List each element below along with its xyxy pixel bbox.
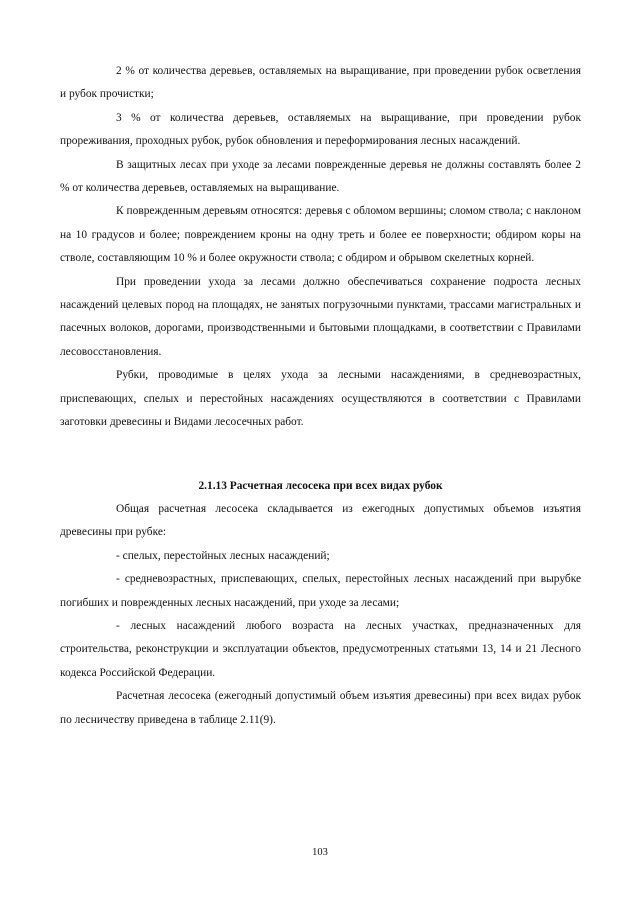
list-item-any-age-stands: - лесных насаждений любого возраста на лесных участках, предназначенных для строительства, реконструкции и эксплуатации объектов, предусмотренных статьями 13, 14 и 21 Лесного кодекса Российской Федерации. — [60, 619, 581, 679]
section-heading: 2.1.13 Расчетная лесосека при всех видах рубок — [198, 479, 443, 492]
paragraph-thinning-2-percent: 2 % от количества деревьев, оставляемых на выращивание, при проведении рубок осветления и рубок прочистки; — [60, 65, 581, 101]
page-number: 103 — [312, 847, 328, 858]
paragraph-thinning-3-percent: 3 % от количества деревьев, оставляемых на выращивание, при проведении рубок прореживания, проходных рубок, рубок обновления и переформирования лесных насаждений. — [60, 111, 581, 148]
body-text — [60, 60, 581, 732]
list-item-middle-aged-stands: - средневозрастных, приспевающих, спелых, перестойных лесных насаждений при вырубке погибших и поврежденных лесных насаждений, при уходе за лесами; — [60, 573, 581, 609]
paragraph-protective-forests: В защитных лесах при уходе за лесами поврежденные деревья не должны составлять более 2 % от количества деревьев, оставляемых на выращивание. — [60, 158, 581, 195]
paragraph-undergrowth-preservation: При проведении ухода за лесами должно обеспечиваться сохранение подроста лесных насаждений целевых пород на площадях, не занятых погрузочными пунктами, трассами магистральных и пасечных волоков, дорогами, производственными и бытовыми площадками, в соответствии с Правилами лесовосстановления. — [60, 275, 581, 358]
paragraph-damaged-trees: К поврежденным деревьям относятся: деревья с обломом вершины; сломом ствола; с наклоном на 10 градусов и более; повреждением кроны на одну треть и более ее поверхности; обдиром коры на стволе, составляющим 10 % и более окружности ствола; с обдиром и обрывом скелетных корней. — [60, 205, 581, 265]
paragraph-total-cutting-area: Общая расчетная лесосека складывается из ежегодных допустимых объемов изъятия древесины при рубке: — [60, 502, 581, 539]
list-item-mature-stands: - спелых, перестойных лесных насаждений; — [116, 549, 330, 562]
paragraph-felling-rules: Рубки, проводимые в целях ухода за лесными насаждениями, в средневозрастных, приспевающих, спелых и перестойных насаждениях осуществляются в соответствии с Правилами заготовки древесины и Видами лесосечных работ. — [60, 369, 581, 429]
paragraph-table-reference: Расчетная лесосека (ежегодный допустимый объем изъятия древесины) при всех видах рубок по лесничеству приведена в таблице 2.11(9). — [60, 690, 581, 726]
